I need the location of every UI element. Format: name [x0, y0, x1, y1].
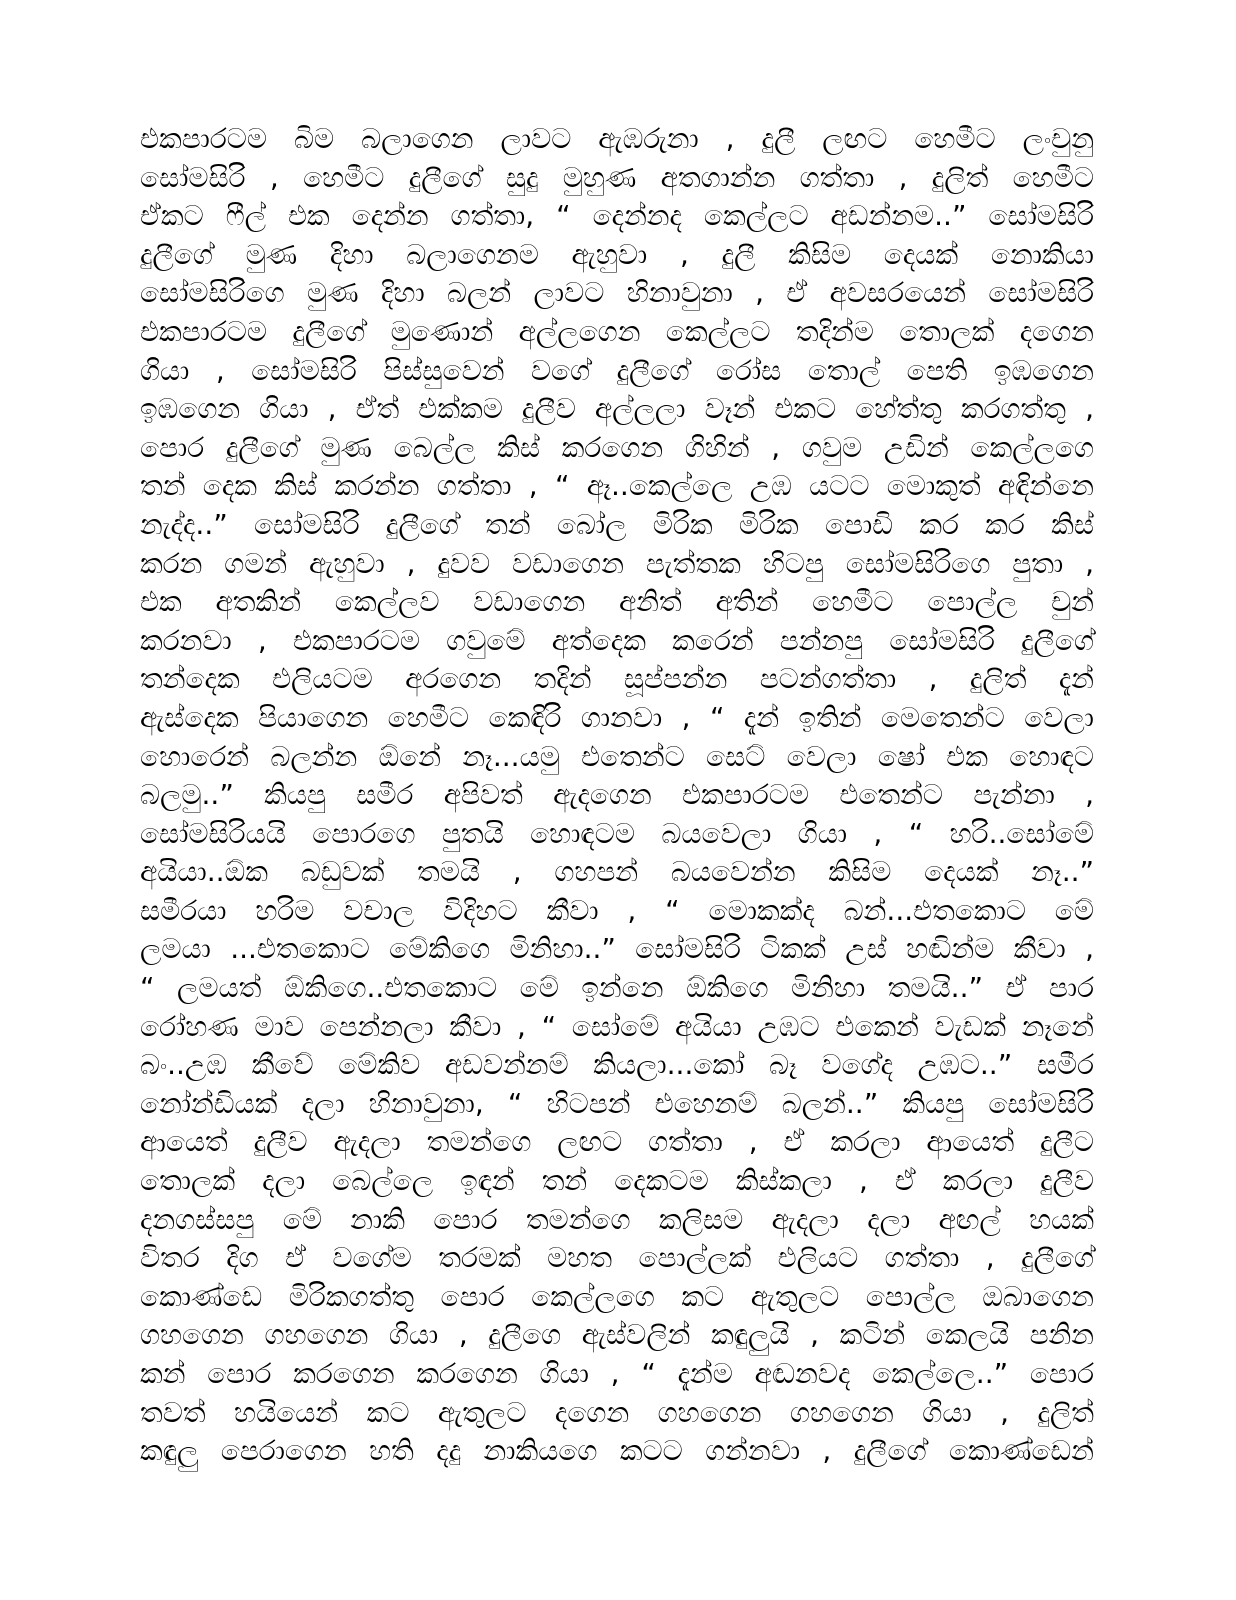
text-line: බලමු..” කියපු සමීර අපිවත් ඇදගෙන එකපාරටම එතෙන්ට පැන්නා , — [140, 778, 1094, 812]
text-line: ලමයා ...එතකොට මේකිගෙ මිනිහා..” සෝමසිරි ටිකක් උස් හඬින්ම කීවා , — [140, 932, 1094, 966]
text-line: සෝමසිරි , හෙමීට දුලීගේ සුදු මුහුණ අතගාන්න ගත්තා , දුලිත් හෙමීට — [140, 160, 1094, 194]
text-line: දනගස්සපු මේ නාකි පොර තමන්ගෙ කලිසම ඇදලා දලා අඟල් හයක් — [140, 1202, 1094, 1236]
text-line: තන්දෙක එලියටම අරගෙන තදින් සූප්පන්න පටන්ගත්තා , දුලිත් දැන් — [140, 662, 1094, 696]
text-line: තවත් හයියෙන් කට ඇතුලට දගෙන ගහගෙන ගහගෙන ගියා , දුලිත් — [140, 1395, 1094, 1429]
text-block — [140, 120, 1094, 1471]
text-line: නෝන්ඩියක් දලා හිනාවුනා, “ හිටපන් එහෙනම් බලන්..” කියපු සෝමසිරි — [140, 1086, 1094, 1120]
text-line: විතර දිග ඒ වගේම තරමක් මහත පොල්ලක් එලියට ගත්තා , දුලීගේ — [140, 1241, 1094, 1275]
text-line: හොරෙන් බලන්න ඕනේ නෑ...යමු එතෙන්ට සෙට් වෙලා ෂෝ එක හොඳට — [140, 739, 1094, 773]
text-line: “ ලමයත් ඕකිගෙ..එතකොට මේ ඉන්නෙ ඕකිගෙ මිනිහා තමයි..” ඒ පාර — [140, 971, 1094, 1005]
text-line: පොර දුලීගේ මුණ බෙල්ල කිස් කරගෙන ගිහින් , ගවුම උඩින් කෙල්ලගෙ — [140, 430, 1094, 464]
text-line: එකපාරටම බිම බලාගෙන ලාවට ඇඹරුනා , දුලී ලඟට හෙමීට ලංචුනු — [140, 122, 1094, 155]
text-line: කඳුලු පෙරාගෙන හති දදු නාකියගෙ කටට ගන්නවා , දුලීගේ කොණ්ඩෙන් — [140, 1434, 1094, 1468]
text-line: තන් දෙක කිස් කරන්න ගත්තා , “ ඈ..කෙල්ලෙ උඹ යටට මොකුත් අඳින්නෙ — [140, 469, 1094, 503]
text-line: එකපාරටම දුලීගේ මුණොන් අල්ලගෙන කෙල්ලට තදින්ම තොලක් දගෙන — [140, 314, 1094, 348]
text-line: සෝමසිරිගෙ මුණ දිහා බලන් ලාවට හිනාවුනා , ඒ අවසරයෙන් සෝමසිරි — [140, 276, 1094, 310]
text-line: කරනවා , එකපාරටම ගවුමේ අත්දෙක කරෙන් පන්නපු සෝමසිරි දුලීගේ — [140, 623, 1094, 657]
text-line: කරන ගමන් ඇහුවා , දුවව වඩාගෙන පැත්තක හිටපු සෝමසිරිගෙ පුතා , — [140, 546, 1094, 580]
text-line: ගහගෙන ගහගෙන ගියා , දුලීගෙ ඇස්වලින් කඳුලුයි , කටින් කෙලයි පනින — [140, 1318, 1094, 1352]
text-line: නැද්ද..” සෝමසිරි දුලීගේ තන් බෝල මිරික මිරික පොඩි කර කර කිස් — [140, 507, 1094, 541]
text-line: ඇස්දෙක පියාගෙන හෙමීට කෙඳිරි ගානවා , “ දැන් ඉතින් මෙතෙන්ට වෙලා — [140, 700, 1094, 734]
text-line: කන් පොර කරගෙන කරගෙන ගියා , “ දැන්ම අඬනවද කෙල්ලෙ..” පොර — [140, 1357, 1094, 1390]
text-line: දුලීගේ මුණ දිහා බලාගෙනම ඇහුවා , දුලී කිසිම දෙයක් නොකියා — [140, 237, 1094, 271]
text-line: තොලක් දලා බෙල්ලෙ ඉඳන් තන් දෙකටම කිස්කලා , ඒ කරලා දුලීව — [140, 1164, 1094, 1198]
text-line: ආයෙත් දුලීව ඇදලා තමන්ගෙ ලඟට ගත්තා , ඒ කරලා ආයෙත් දුලීට — [140, 1125, 1094, 1159]
text-line: ඉඹගෙන ගියා , ඒත් එක්කම දුලීව අල්ලලා වෑන් එකට හේත්තු කරගත්තු , — [140, 392, 1094, 426]
text-line: ඒකට ෆීල් එක දෙන්න ගත්තා, “ දෙන්නද කෙල්ලට අඩන්නම..” සෝමසිරි — [140, 199, 1094, 233]
text-line: කොණ්ඩෙ මිරිකගත්තු පොර කෙල්ලගෙ කට ඇතුලට පොල්ල ඔබාගෙන — [140, 1279, 1094, 1313]
text-line: සෝමසිරියයි පොරගෙ පුතයි හොඳටම බයවෙලා ගියා , “ හරි..සෝමේ — [140, 816, 1094, 850]
text-line: සමීරයා හරිම වචාල විදිහට කීවා , “ මොකක්ද බන්...එතකොට මේ — [140, 893, 1094, 927]
text-line: අයියා..ඕක බඩුවක් තමයි , ගහපන් බයවෙන්න කිසිම දෙයක් නෑ..” — [140, 855, 1094, 889]
text-line: එක අතකින් කෙල්ලව වඩාගෙන අනිත් අතින් හෙමීට පොල්ල චුන් — [140, 585, 1094, 619]
text-line: ගියා , සෝමසිරි පිස්සුවෙන් වගේ දුලීගේ රෝස තොල් පෙති ඉඹගෙන — [140, 353, 1094, 387]
text-line: බං..උඹ කීවේ මේකිව අඩවන්නම් කියලා...කෝ බෑ වගේද උඹට..” සමීර — [140, 1048, 1094, 1082]
text-line: රෝහණ මාව පෙන්නලා කීවා , “ සෝමේ අයියා උඹට එකෙන් වැඩක් නෑනේ — [140, 1009, 1094, 1043]
